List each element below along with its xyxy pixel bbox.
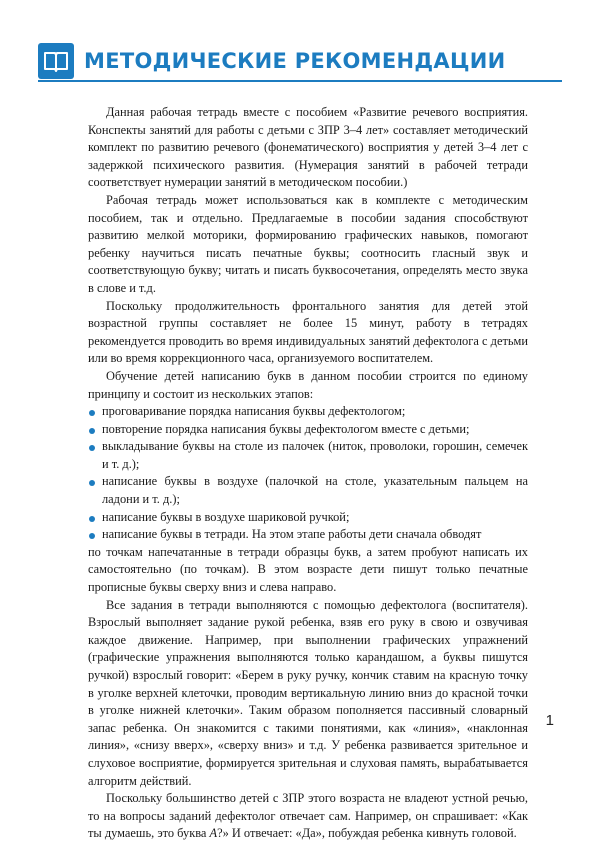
list-item (88, 473, 528, 508)
letter-example: А (209, 826, 218, 841)
paragraph-adult-help: Все задания в тетради выполняются с помощью дефектолога (воспитателя). Взрослый выполняет задание рукой ребенка, взяв его руку в свою и озвучивая каждое движение. Например, при выполнении графических упражнений (графические упражнения выполняются только карандашом, а буквы пишутся ручкой) взрослый говорит: «Берем в руку ручку, кончик ставим на красную точку в уголке верхней клеточки, проводим вертикальную линию вниз до красной точки в уголке нижней клеточки». Таким образом пополняется пассивный словарный запас ребенка. Он знакомится с такими понятиями, как «линия», «наклонная линия», «снизу вверх», «сверху вниз» и т.д. У ребенка развивается зрительное и слуховое восприятие, формируется зрительная и слуховая память, вырабатывается алгоритм действий. (88, 597, 528, 788)
document-body (88, 104, 528, 843)
section-header (38, 43, 562, 79)
list-item-text: написание буквы в воздухе шариковой ручкой; (102, 509, 350, 524)
list-item (88, 421, 528, 439)
paragraph-stages-continued: по точкам напечатанные в тетради образцы букв, а затем пробуют написать их самостоятельно (по точкам). В этом возрасте дети пишут только печатные прописные буквы сверху вниз и слева направо. (88, 544, 528, 595)
bullet-icon (89, 480, 95, 486)
list-item (88, 403, 528, 421)
bullet-icon (89, 410, 95, 416)
paragraph-answers-start: Поскольку большинство детей с ЗПР этого возраста не владеют устной речью, то на вопросы заданий дефектолог отвечает сам. Например, он спрашивает: «Как ты думаешь, это буква (88, 791, 528, 841)
list-item (88, 509, 528, 527)
header-divider (38, 80, 562, 82)
bullet-icon (89, 533, 95, 539)
list-item-text: проговаривание порядка написания буквы дефектологом; (102, 404, 406, 419)
list-item-text: написание буквы в воздухе (палочкой на столе, указательным пальцем на ладони и т. д.); (102, 474, 528, 507)
list-item-text: выкладывание буквы на столе из палочек (ниток, проволоки, горошин, семечек и т. д.); (102, 439, 528, 471)
page-title: МЕТОДИЧЕСКИЕ РЕКОМЕНДАЦИИ (84, 49, 506, 73)
list-item-text: повторение порядка написания буквы дефектологом вместе с детьми; (102, 421, 470, 436)
stages-list (88, 403, 528, 544)
paragraph-answers (88, 790, 528, 843)
paragraph-stages-intro: Обучение детей написанию букв в данном пособии строится по единому принципу и состоит из нескольких этапов: (88, 368, 528, 401)
list-item-text: написание буквы в тетради. На этом этапе работы дети сначала обводят (102, 527, 482, 542)
paragraph-intro: Данная рабочая тетрадь вместе с пособием «Развитие речевого восприятия. Конспекты занятий для работы с детьми с ЗПР 3–4 лет» составляет методический комплект по развитию речевого (фонематического) восприятия у детей 3–4 лет с задержкой психического развития. (Нумерация занятий в рабочей тетради соответствует нумерации занятий в методическом пособии.) (88, 105, 528, 190)
bullet-icon (89, 516, 95, 522)
bullet-icon (89, 428, 95, 434)
paragraph-duration: Поскольку продолжительность фронтального занятия для детей этой возрастной группы составляет не более 15 минут, работу в тетрадях рекомендуется проводить во время индивидуальных занятий дефектолога с детьми или во время коррекционного часа, организуемого воспитателем. (88, 298, 528, 366)
list-item (88, 526, 528, 544)
bullet-icon (89, 445, 95, 451)
list-item (88, 438, 528, 473)
page-number: 1 (545, 712, 554, 729)
paragraph-answers-end: ?» И отвечает: «Да», побуждая ребенка кивнуть головой. (217, 826, 517, 841)
book-icon (38, 43, 74, 79)
paragraph-usage: Рабочая тетрадь может использоваться как в комплекте с методическим пособием, так и отдельно. Предлагаемые в пособии задания способствуют развитию мелкой моторики, формированию графических навыков, помогают ребенку научиться писать печатные буквы; соотносить гласный звук и соответствующую букву; читать и писать буквосочетания, определять место звука в слове и т.д. (88, 192, 528, 295)
